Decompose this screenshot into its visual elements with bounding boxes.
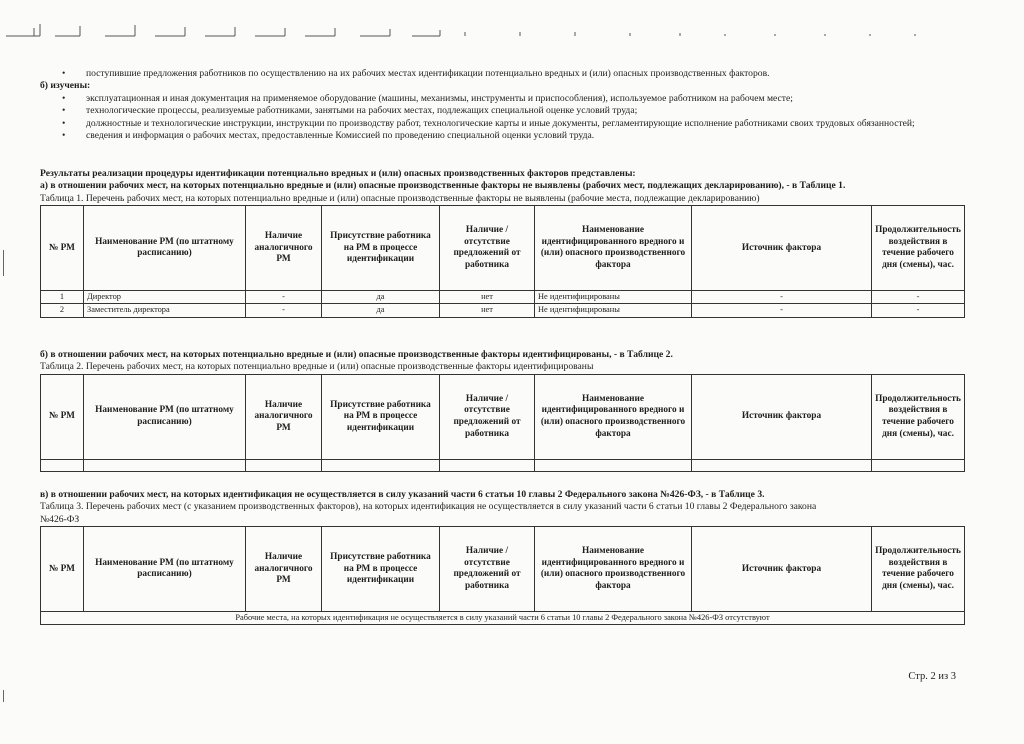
- cell-source: -: [692, 291, 872, 304]
- bullet-item: • эксплуатационная и иная документация на применяемое оборудование (машины, механизмы, инструменты и приспособления), используемое работником на рабочем месте;: [40, 93, 965, 105]
- bullet-item: • должностные и технологические инструкции, инструкции по производству работ, технологические карты и иные документы, регламентирующие исполнение работниками своих трудовых обязанностей;: [40, 118, 965, 130]
- table3-caption: Таблица 3. Перечень рабочих мест (с указанием производственных факторов), на которых идентификация не осуществляется в силу указаний части 6 статьи 10 главы 2 Федерального закона: [40, 501, 817, 513]
- col-header: Источник фактора: [692, 527, 872, 612]
- intro-section: [40, 68, 965, 143]
- cell-proposals: нет: [440, 304, 535, 317]
- studied-label: б) изучены:: [40, 80, 91, 92]
- cell-presence: да: [322, 304, 440, 317]
- table-row: [41, 291, 965, 304]
- col-header: Наименование идентифицированного вредного и (или) опасного производственного фактора: [535, 206, 692, 291]
- col-header: Присутствие работника на РМ в процессе идентификации: [322, 374, 440, 459]
- table1-caption: Таблица 1. Перечень рабочих мест, на которых потенциально вредные и (или) опасные производственные факторы не выявлены (рабочие места, подлежащие декларированию): [40, 192, 760, 204]
- col-header: Продолжительность воздействия в течение рабочего дня (смены), час.: [872, 206, 965, 291]
- col-header: Источник фактора: [692, 206, 872, 291]
- cell-duration: -: [872, 291, 965, 304]
- scan-edge-mark: [3, 250, 4, 276]
- scan-edge-mark: [3, 690, 4, 702]
- cell-proposals: нет: [440, 291, 535, 304]
- table3-note: Рабочие места, на которых идентификация не осуществляется в силу указаний части 6 статьи 10 главы 2 Федерального закона №426-ФЗ отсутствуют: [41, 612, 965, 625]
- table2-caption: Таблица 2. Перечень рабочих мест, на которых потенциально вредные и (или) опасные производственные факторы идентифицированы: [40, 361, 594, 373]
- col-header: Присутствие работника на РМ в процессе идентификации: [322, 527, 440, 612]
- col-header: Наличие аналогичного РМ: [246, 374, 322, 459]
- col-header: Наличие / отсутствие предложений от работника: [440, 527, 535, 612]
- col-header: Продолжительность воздействия в течение рабочего дня (смены), час.: [872, 374, 965, 459]
- col-header: Наличие аналогичного РМ: [246, 527, 322, 612]
- bullet-item: • сведения и информация о рабочих местах, предоставленные Комиссией по проведению специальной оценки условий труда.: [40, 130, 965, 142]
- col-header: № РМ: [41, 374, 84, 459]
- table3-section: [40, 489, 965, 625]
- cell-analog: -: [246, 304, 322, 317]
- cell-factor: Не идентифицированы: [535, 291, 692, 304]
- page-number: Стр. 2 из 3: [908, 671, 956, 682]
- cell-source: -: [692, 304, 872, 317]
- col-header: Продолжительность воздействия в течение рабочего дня (смены), час.: [872, 527, 965, 612]
- cell-number: 1: [41, 291, 84, 304]
- scan-artifact-marks: [0, 22, 1024, 40]
- col-header: Наименование идентифицированного вредного и (или) опасного производственного фактора: [535, 527, 692, 612]
- col-header: Наличие / отсутствие предложений от работника: [440, 374, 535, 459]
- bullet-item: • поступившие предложения работников по осуществлению на их рабочих местах идентификации потенциально вредных и (или) опасных производственных факторов.: [40, 68, 965, 80]
- cell-name: Директор: [84, 291, 246, 304]
- col-header: Наличие / отсутствие предложений от работника: [440, 206, 535, 291]
- results-heading: Результаты реализации процедуры идентификации потенциально вредных и (или) опасных производственных факторов представлены:: [40, 168, 636, 179]
- cell-presence: да: [322, 291, 440, 304]
- table-row: [41, 612, 965, 625]
- subsection-b: б) в отношении рабочих мест, на которых потенциально вредные и (или) опасные производственные факторы идентифицированы, - в Таблице 2.: [40, 349, 673, 360]
- table3-caption-cont: №426-ФЗ: [40, 513, 80, 525]
- col-header: № РМ: [41, 206, 84, 291]
- table-2: [40, 374, 965, 472]
- col-header: Наименование РМ (по штатному расписанию): [84, 206, 246, 291]
- col-header: Присутствие работника на РМ в процессе идентификации: [322, 206, 440, 291]
- cell-name: Заместитель директора: [84, 304, 246, 317]
- subsection-a: а) в отношении рабочих мест, на которых потенциально вредные и (или) опасные производственные факторы не выявлены (рабочих мест, подлежащих декларированию), - в Таблице 1.: [40, 180, 846, 192]
- cell-number: 2: [41, 304, 84, 317]
- table-1: [40, 205, 965, 317]
- cell-duration: -: [872, 304, 965, 317]
- empty-row: [41, 459, 965, 471]
- col-header: № РМ: [41, 527, 84, 612]
- cell-analog: -: [246, 291, 322, 304]
- subsection-c: в) в отношении рабочих мест, на которых идентификация не осуществляется в силу указаний части 6 статьи 10 главы 2 Федерального закона №426-ФЗ, - в Таблице 3.: [40, 489, 765, 500]
- table-3: [40, 526, 965, 625]
- bullet-item: • технологические процессы, реализуемые работниками, занятыми на рабочих местах, подлежащих специальной оценке условий труда;: [40, 105, 965, 117]
- results-section: [40, 168, 965, 318]
- cell-factor: Не идентифицированы: [535, 304, 692, 317]
- col-header: Источник фактора: [692, 374, 872, 459]
- table-row: [41, 304, 965, 317]
- col-header: Наименование идентифицированного вредного и (или) опасного производственного фактора: [535, 374, 692, 459]
- col-header: Наличие аналогичного РМ: [246, 206, 322, 291]
- table2-section: [40, 349, 965, 472]
- col-header: Наименование РМ (по штатному расписанию): [84, 527, 246, 612]
- col-header: Наименование РМ (по штатному расписанию): [84, 374, 246, 459]
